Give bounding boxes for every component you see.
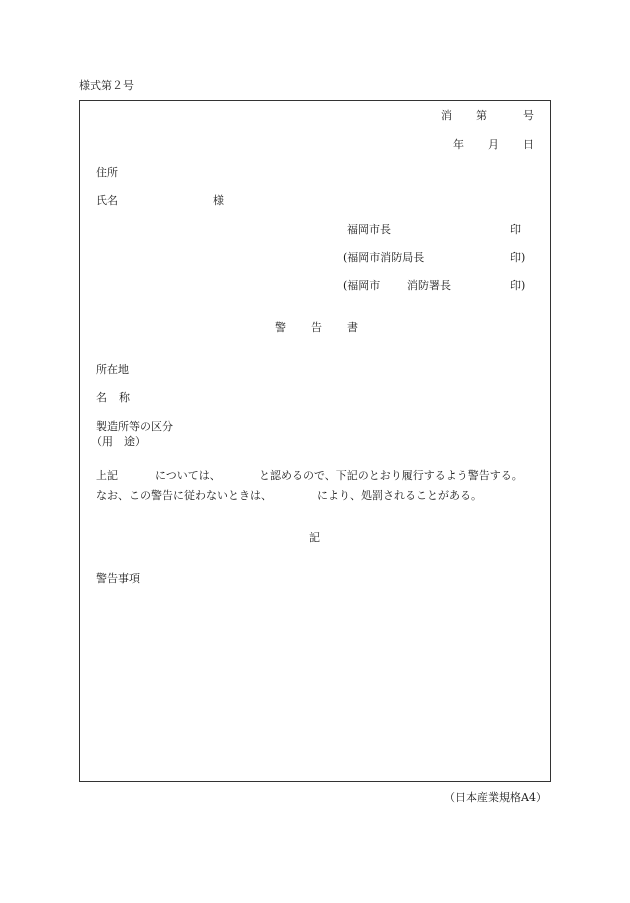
body-line2-b: により、処罰されることがある。 bbox=[317, 489, 482, 502]
name-field-char-2: 称 bbox=[119, 391, 130, 404]
body-line1-c: と認めるので、下記のとおり履行するよう警告する。 bbox=[259, 469, 523, 482]
issuer-mayor-seal: 印 bbox=[510, 223, 521, 236]
issuer-mayor: 福岡市長 bbox=[347, 223, 391, 236]
name-label: 氏名 bbox=[96, 194, 118, 207]
issuer-fire-chief-seal: 印) bbox=[510, 251, 526, 264]
issuer-station-chief: 消防署長 bbox=[407, 279, 451, 292]
issuer-station-city: (福岡市 bbox=[343, 279, 381, 292]
category-label: 製造所等の区分 bbox=[96, 420, 173, 433]
doc-number-dai: 第 bbox=[476, 109, 487, 122]
address-label: 住所 bbox=[96, 166, 118, 179]
title-char-1: 警 bbox=[275, 321, 286, 334]
body-line1-a: 上記 bbox=[96, 469, 118, 482]
location-label: 所在地 bbox=[96, 363, 129, 376]
doc-number-prefix: 消 bbox=[441, 109, 452, 122]
issuer-station-seal: 印) bbox=[510, 279, 526, 292]
body-line1-b: については、 bbox=[155, 469, 221, 482]
ki-heading: 記 bbox=[309, 531, 320, 544]
title-char-2: 告 bbox=[311, 321, 322, 334]
form-number: 様式第２号 bbox=[79, 79, 134, 92]
date-year: 年 bbox=[453, 138, 464, 151]
doc-number-go: 号 bbox=[523, 109, 534, 122]
usage-label: （用 途） bbox=[91, 435, 146, 448]
body-line2-a: なお、この警告に従わないときは、 bbox=[96, 489, 272, 502]
date-month: 月 bbox=[488, 138, 499, 151]
honorific: 様 bbox=[213, 194, 224, 207]
date-day: 日 bbox=[523, 138, 534, 151]
name-field-char-1: 名 bbox=[96, 391, 107, 404]
document-frame bbox=[79, 100, 551, 782]
warning-items-label: 警告事項 bbox=[96, 572, 140, 585]
issuer-fire-chief: (福岡市消防局長 bbox=[343, 251, 425, 264]
footer-note: （日本産業規格A4） bbox=[444, 791, 547, 804]
title-char-3: 書 bbox=[347, 321, 358, 334]
